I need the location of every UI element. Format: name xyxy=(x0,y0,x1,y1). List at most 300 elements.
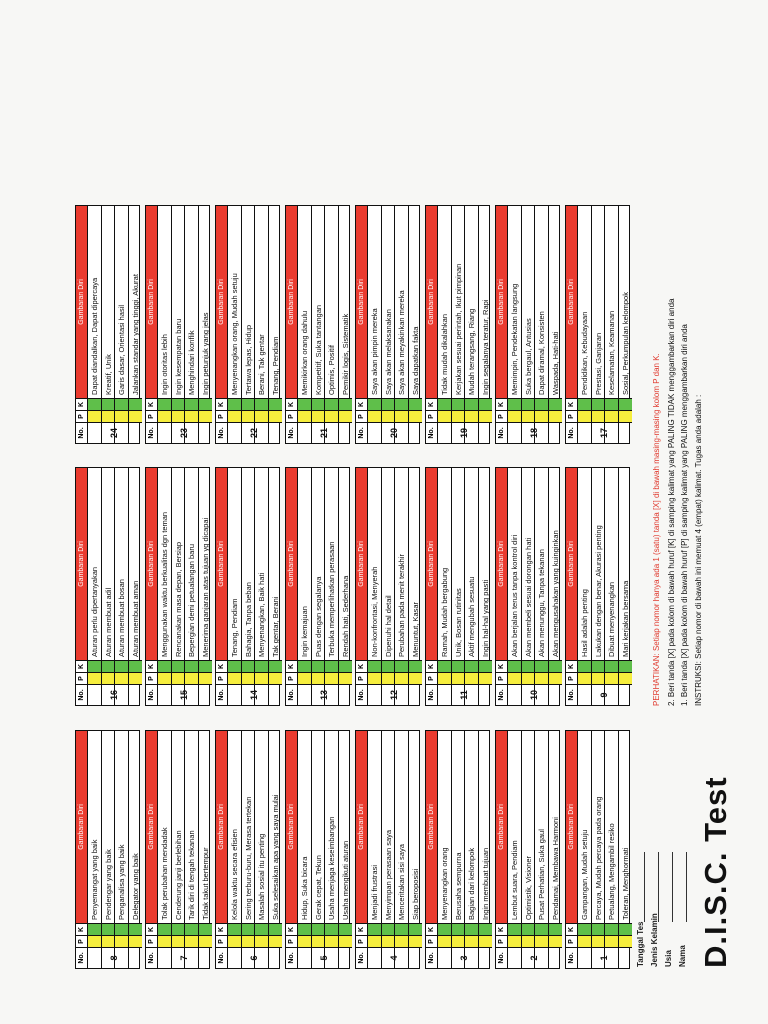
statement-row xyxy=(114,468,129,705)
question-block xyxy=(215,205,280,444)
k-checkbox[interactable] xyxy=(605,660,619,672)
field-line[interactable] xyxy=(686,852,687,922)
p-checkbox[interactable] xyxy=(549,935,563,947)
p-checkbox[interactable] xyxy=(88,410,102,422)
k-checkbox[interactable] xyxy=(409,923,423,935)
p-checkbox[interactable] xyxy=(199,410,213,422)
header-k: K xyxy=(496,660,507,672)
statement-text: Ingin kesempatan baru xyxy=(173,318,183,395)
p-checkbox[interactable] xyxy=(619,672,633,684)
k-checkbox[interactable] xyxy=(592,923,606,935)
p-checkbox[interactable] xyxy=(605,410,619,422)
header-k: K xyxy=(286,660,297,672)
p-checkbox[interactable] xyxy=(102,410,116,422)
p-checkbox[interactable] xyxy=(535,410,549,422)
p-checkbox[interactable] xyxy=(522,935,536,947)
p-checkbox[interactable] xyxy=(549,410,563,422)
p-checkbox[interactable] xyxy=(158,672,172,684)
k-checkbox[interactable] xyxy=(522,398,536,410)
question-number: 21 xyxy=(318,428,329,439)
p-checkbox[interactable] xyxy=(395,410,409,422)
p-checkbox[interactable] xyxy=(522,410,536,422)
k-checkbox[interactable] xyxy=(508,398,522,410)
p-checkbox[interactable] xyxy=(382,672,396,684)
k-checkbox[interactable] xyxy=(522,660,536,672)
k-checkbox[interactable] xyxy=(115,660,129,672)
p-checkbox[interactable] xyxy=(242,410,256,422)
p-checkbox[interactable] xyxy=(102,672,116,684)
statement-text: Aturan membuat adil xyxy=(103,587,113,657)
field-label: Jenis Kelamin xyxy=(650,913,659,967)
k-checkbox[interactable] xyxy=(339,398,353,410)
statement-text: Bepergian demi petualangan baru xyxy=(187,543,196,657)
k-checkbox[interactable] xyxy=(325,660,339,672)
p-checkbox[interactable] xyxy=(185,935,199,947)
statement-row xyxy=(324,731,339,968)
p-checkbox[interactable] xyxy=(339,935,353,947)
header-no: No. xyxy=(496,684,507,705)
k-checkbox[interactable] xyxy=(479,923,493,935)
p-checkbox[interactable] xyxy=(129,935,143,947)
p-checkbox[interactable] xyxy=(549,672,563,684)
statement-text: Ramah, Mudah bergabung xyxy=(440,567,449,657)
p-checkbox[interactable] xyxy=(242,935,256,947)
p-checkbox[interactable] xyxy=(592,672,606,684)
p-checkbox[interactable] xyxy=(325,672,339,684)
k-checkbox[interactable] xyxy=(312,923,326,935)
statement-text: Dibuat menyenangkan xyxy=(607,581,616,657)
k-checkbox[interactable] xyxy=(578,923,592,935)
p-checkbox[interactable] xyxy=(129,672,143,684)
statement-row xyxy=(297,468,312,705)
p-checkbox[interactable] xyxy=(115,410,129,422)
k-checkbox[interactable] xyxy=(619,660,633,672)
k-checkbox[interactable] xyxy=(382,398,396,410)
k-checkbox[interactable] xyxy=(465,398,479,410)
k-checkbox[interactable] xyxy=(619,923,633,935)
p-checkbox[interactable] xyxy=(465,935,479,947)
question-block xyxy=(75,730,140,969)
header-k: K xyxy=(566,660,577,672)
header-desc: Gambaran Diri xyxy=(426,468,437,660)
field-jenis-kelamin xyxy=(650,913,659,967)
field-line[interactable] xyxy=(644,852,645,922)
k-checkbox[interactable] xyxy=(395,398,409,410)
k-checkbox[interactable] xyxy=(395,660,409,672)
k-checkbox[interactable] xyxy=(619,398,633,410)
p-checkbox[interactable] xyxy=(368,672,382,684)
header-k: K xyxy=(356,660,367,672)
p-checkbox[interactable] xyxy=(199,935,213,947)
k-checkbox[interactable] xyxy=(452,660,466,672)
p-checkbox[interactable] xyxy=(479,935,493,947)
k-checkbox[interactable] xyxy=(158,398,172,410)
p-checkbox[interactable] xyxy=(592,410,606,422)
k-checkbox[interactable] xyxy=(242,398,256,410)
header-desc: Gambaran Diri xyxy=(286,731,297,923)
statement-text: Aturan perlu dipertanyakan xyxy=(90,566,99,657)
p-checkbox[interactable] xyxy=(102,935,116,947)
p-checkbox[interactable] xyxy=(522,672,536,684)
p-checkbox[interactable] xyxy=(312,935,326,947)
statement-text: Sering terburu-buru, Merasa tertekan xyxy=(243,796,253,920)
k-checkbox[interactable] xyxy=(605,923,619,935)
p-checkbox[interactable] xyxy=(115,935,129,947)
k-checkbox[interactable] xyxy=(592,660,606,672)
question-number: 20 xyxy=(388,428,399,439)
statement-text: Penyemangat yang baik xyxy=(90,839,99,920)
statement-row xyxy=(324,206,339,443)
p-checkbox[interactable] xyxy=(269,935,283,947)
statement-text: Menghindari konflik xyxy=(187,330,196,395)
statement-text: Menuntut, Kasar xyxy=(410,601,420,657)
p-checkbox[interactable] xyxy=(578,672,592,684)
p-checkbox[interactable] xyxy=(578,935,592,947)
header-desc: Gambaran Diri xyxy=(566,468,577,660)
statement-row xyxy=(87,206,102,443)
header-no: No. xyxy=(146,684,157,705)
instruction-line: 1. Beri tanda [X] pada kolom di bawah huruf [P] di samping kalimat yang PALING menggambarkan diri anda xyxy=(680,324,689,706)
p-checkbox[interactable] xyxy=(88,672,102,684)
k-checkbox[interactable] xyxy=(592,398,606,410)
statement-row xyxy=(437,206,452,443)
p-checkbox[interactable] xyxy=(172,672,186,684)
p-checkbox[interactable] xyxy=(409,410,423,422)
k-checkbox[interactable] xyxy=(158,660,172,672)
k-checkbox[interactable] xyxy=(129,398,143,410)
statement-text: Bahagia, Tanpa beban xyxy=(243,582,253,657)
k-checkbox[interactable] xyxy=(88,923,102,935)
question-block xyxy=(285,467,350,706)
p-checkbox[interactable] xyxy=(269,672,283,684)
question-number: 8 xyxy=(108,955,119,961)
header-no: No. xyxy=(286,422,297,443)
statement-text: Akan mengusahakan yang kuinginkan xyxy=(550,530,560,657)
header-k: K xyxy=(216,923,227,935)
k-checkbox[interactable] xyxy=(312,398,326,410)
statement-text: Lembut suara, Pendiam xyxy=(510,840,519,920)
p-checkbox[interactable] xyxy=(409,672,423,684)
statement-row xyxy=(604,731,619,968)
k-checkbox[interactable] xyxy=(452,398,466,410)
statement-text: Dapat diandalkan, Dapat dipercaya xyxy=(90,277,99,395)
p-checkbox[interactable] xyxy=(199,672,213,684)
k-checkbox[interactable] xyxy=(605,398,619,410)
k-checkbox[interactable] xyxy=(298,923,312,935)
k-checkbox[interactable] xyxy=(228,398,242,410)
p-checkbox[interactable] xyxy=(465,672,479,684)
p-checkbox[interactable] xyxy=(88,935,102,947)
block-header xyxy=(286,206,297,443)
k-checkbox[interactable] xyxy=(438,923,452,935)
statement-row xyxy=(367,731,382,968)
k-checkbox[interactable] xyxy=(508,660,522,672)
k-checkbox[interactable] xyxy=(242,660,256,672)
header-no: No. xyxy=(76,684,87,705)
k-checkbox[interactable] xyxy=(325,398,339,410)
statement-row xyxy=(101,468,116,705)
p-checkbox[interactable] xyxy=(115,672,129,684)
p-checkbox[interactable] xyxy=(438,410,452,422)
header-k: K xyxy=(426,923,437,935)
k-checkbox[interactable] xyxy=(549,660,563,672)
k-checkbox[interactable] xyxy=(172,660,186,672)
question-number: 22 xyxy=(248,428,259,439)
statement-row xyxy=(591,731,606,968)
k-checkbox[interactable] xyxy=(508,923,522,935)
p-checkbox[interactable] xyxy=(255,410,269,422)
k-checkbox[interactable] xyxy=(172,398,186,410)
header-p: P xyxy=(146,672,157,684)
p-checkbox[interactable] xyxy=(255,935,269,947)
p-checkbox[interactable] xyxy=(508,672,522,684)
p-checkbox[interactable] xyxy=(452,672,466,684)
k-checkbox[interactable] xyxy=(255,660,269,672)
k-checkbox[interactable] xyxy=(479,398,493,410)
statement-row xyxy=(478,731,493,968)
p-checkbox[interactable] xyxy=(228,410,242,422)
statement-row xyxy=(171,206,186,443)
k-checkbox[interactable] xyxy=(185,923,199,935)
header-no: No. xyxy=(286,684,297,705)
p-checkbox[interactable] xyxy=(129,410,143,422)
header-p: P xyxy=(356,935,367,947)
p-checkbox[interactable] xyxy=(255,672,269,684)
p-checkbox[interactable] xyxy=(172,935,186,947)
p-checkbox[interactable] xyxy=(605,672,619,684)
k-checkbox[interactable] xyxy=(102,923,116,935)
statement-row xyxy=(128,731,143,968)
question-block xyxy=(565,205,630,444)
header-p: P xyxy=(356,672,367,684)
question-number: 18 xyxy=(528,428,539,439)
block-header xyxy=(426,731,437,968)
k-checkbox[interactable] xyxy=(325,923,339,935)
k-checkbox[interactable] xyxy=(102,398,116,410)
statement-row xyxy=(241,468,256,705)
block-header xyxy=(566,731,577,968)
k-checkbox[interactable] xyxy=(199,660,213,672)
p-checkbox[interactable] xyxy=(452,935,466,947)
k-checkbox[interactable] xyxy=(522,923,536,935)
question-number: 17 xyxy=(598,428,609,439)
k-checkbox[interactable] xyxy=(409,398,423,410)
k-checkbox[interactable] xyxy=(199,398,213,410)
k-checkbox[interactable] xyxy=(535,660,549,672)
header-desc: Gambaran Diri xyxy=(426,206,437,398)
header-desc: Gambaran Diri xyxy=(496,206,507,398)
k-checkbox[interactable] xyxy=(452,923,466,935)
statement-row xyxy=(227,731,242,968)
header-no: No. xyxy=(216,422,227,443)
k-checkbox[interactable] xyxy=(438,660,452,672)
k-checkbox[interactable] xyxy=(129,923,143,935)
statement-text: Ingin petunjuk yang jelas xyxy=(200,312,210,395)
question-number: 6 xyxy=(248,955,259,961)
p-checkbox[interactable] xyxy=(269,410,283,422)
k-checkbox[interactable] xyxy=(549,398,563,410)
p-checkbox[interactable] xyxy=(535,935,549,947)
statement-text: Menyenangkan orang, Mudah setuju xyxy=(230,273,239,395)
p-checkbox[interactable] xyxy=(382,935,396,947)
statement-row xyxy=(451,206,466,443)
block-header xyxy=(496,731,507,968)
k-checkbox[interactable] xyxy=(115,398,129,410)
p-checkbox[interactable] xyxy=(325,935,339,947)
k-checkbox[interactable] xyxy=(255,398,269,410)
p-checkbox[interactable] xyxy=(508,935,522,947)
k-checkbox[interactable] xyxy=(298,398,312,410)
p-checkbox[interactable] xyxy=(508,410,522,422)
header-no: No. xyxy=(496,422,507,443)
k-checkbox[interactable] xyxy=(339,923,353,935)
k-checkbox[interactable] xyxy=(185,398,199,410)
question-number: 19 xyxy=(458,428,469,439)
k-checkbox[interactable] xyxy=(158,923,172,935)
p-checkbox[interactable] xyxy=(395,935,409,947)
p-checkbox[interactable] xyxy=(382,410,396,422)
statement-row xyxy=(618,731,633,968)
p-checkbox[interactable] xyxy=(228,935,242,947)
k-checkbox[interactable] xyxy=(255,923,269,935)
k-checkbox[interactable] xyxy=(185,660,199,672)
header-desc: Gambaran Diri xyxy=(496,731,507,923)
instruction-line: 2. Beri tanda [X] pada kolom di bawah huruf [K] di samping kalimat yang PALING TIDAK menggambarkan diri anda xyxy=(667,298,676,706)
p-checkbox[interactable] xyxy=(368,410,382,422)
field-line[interactable] xyxy=(672,852,673,922)
k-checkbox[interactable] xyxy=(228,660,242,672)
p-checkbox[interactable] xyxy=(298,672,312,684)
k-checkbox[interactable] xyxy=(535,398,549,410)
statement-row xyxy=(548,468,563,705)
p-checkbox[interactable] xyxy=(339,672,353,684)
p-checkbox[interactable] xyxy=(438,672,452,684)
statement-text: Aturan membuat aman xyxy=(130,580,140,657)
k-checkbox[interactable] xyxy=(368,923,382,935)
p-checkbox[interactable] xyxy=(578,410,592,422)
statement-text: Tidak mudah dikalahkan xyxy=(440,313,449,395)
p-checkbox[interactable] xyxy=(395,672,409,684)
p-checkbox[interactable] xyxy=(409,935,423,947)
k-checkbox[interactable] xyxy=(102,660,116,672)
p-checkbox[interactable] xyxy=(298,935,312,947)
block-header xyxy=(566,206,577,443)
statement-row xyxy=(338,206,353,443)
p-checkbox[interactable] xyxy=(185,672,199,684)
k-checkbox[interactable] xyxy=(409,660,423,672)
statement-row xyxy=(171,731,186,968)
p-checkbox[interactable] xyxy=(158,935,172,947)
statement-row xyxy=(184,731,199,968)
statement-row xyxy=(577,468,592,705)
k-checkbox[interactable] xyxy=(312,660,326,672)
k-checkbox[interactable] xyxy=(368,660,382,672)
p-checkbox[interactable] xyxy=(368,935,382,947)
p-checkbox[interactable] xyxy=(452,410,466,422)
k-checkbox[interactable] xyxy=(578,398,592,410)
p-checkbox[interactable] xyxy=(298,410,312,422)
p-checkbox[interactable] xyxy=(605,935,619,947)
statement-text: Akan berjalan terus tanpa kontrol diri xyxy=(510,534,519,657)
header-p: P xyxy=(566,935,577,947)
p-checkbox[interactable] xyxy=(172,410,186,422)
statement-text: Menceritakan sisi saya xyxy=(397,844,406,920)
statement-text: Dipenuhi hal detail xyxy=(383,595,393,657)
k-checkbox[interactable] xyxy=(228,923,242,935)
k-checkbox[interactable] xyxy=(115,923,129,935)
k-checkbox[interactable] xyxy=(129,660,143,672)
header-p: P xyxy=(76,410,87,422)
p-checkbox[interactable] xyxy=(339,410,353,422)
p-checkbox[interactable] xyxy=(312,410,326,422)
k-checkbox[interactable] xyxy=(465,923,479,935)
statement-text: Petualang, Mengambil resiko xyxy=(607,823,616,920)
header-no: No. xyxy=(76,422,87,443)
p-checkbox[interactable] xyxy=(535,672,549,684)
field-label: Tanggal Tes xyxy=(636,921,645,967)
statement-text: Akan membeli sesuai dorongan hati xyxy=(523,537,533,657)
question-number: 12 xyxy=(388,690,399,701)
k-checkbox[interactable] xyxy=(339,660,353,672)
k-checkbox[interactable] xyxy=(438,398,452,410)
question-number: 11 xyxy=(458,690,469,700)
p-checkbox[interactable] xyxy=(228,672,242,684)
statement-text: Tenang, Pendiam xyxy=(270,336,280,395)
statement-row xyxy=(268,206,283,443)
k-checkbox[interactable] xyxy=(88,398,102,410)
statement-text: Ingin kemajuan xyxy=(300,606,309,657)
k-checkbox[interactable] xyxy=(269,660,283,672)
header-k: K xyxy=(426,660,437,672)
p-checkbox[interactable] xyxy=(158,410,172,422)
k-checkbox[interactable] xyxy=(199,923,213,935)
p-checkbox[interactable] xyxy=(312,672,326,684)
p-checkbox[interactable] xyxy=(479,672,493,684)
p-checkbox[interactable] xyxy=(592,935,606,947)
statement-text: Delegator yang baik xyxy=(130,853,140,920)
k-checkbox[interactable] xyxy=(242,923,256,935)
p-checkbox[interactable] xyxy=(619,410,633,422)
k-checkbox[interactable] xyxy=(578,660,592,672)
k-checkbox[interactable] xyxy=(465,660,479,672)
k-checkbox[interactable] xyxy=(298,660,312,672)
k-checkbox[interactable] xyxy=(479,660,493,672)
p-checkbox[interactable] xyxy=(438,935,452,947)
k-checkbox[interactable] xyxy=(269,398,283,410)
statement-text: Gerak cepat, Tekun xyxy=(313,855,323,920)
field-tanggal-tes xyxy=(636,922,645,968)
k-checkbox[interactable] xyxy=(172,923,186,935)
p-checkbox[interactable] xyxy=(619,935,633,947)
k-checkbox[interactable] xyxy=(368,398,382,410)
statement-row xyxy=(591,468,606,705)
p-checkbox[interactable] xyxy=(185,410,199,422)
k-checkbox[interactable] xyxy=(549,923,563,935)
header-p: P xyxy=(496,410,507,422)
k-checkbox[interactable] xyxy=(395,923,409,935)
p-checkbox[interactable] xyxy=(325,410,339,422)
field-line[interactable] xyxy=(658,852,659,922)
statement-row xyxy=(87,468,102,705)
k-checkbox[interactable] xyxy=(88,660,102,672)
k-checkbox[interactable] xyxy=(535,923,549,935)
p-checkbox[interactable] xyxy=(465,410,479,422)
k-checkbox[interactable] xyxy=(382,923,396,935)
k-checkbox[interactable] xyxy=(382,660,396,672)
p-checkbox[interactable] xyxy=(479,410,493,422)
p-checkbox[interactable] xyxy=(242,672,256,684)
k-checkbox[interactable] xyxy=(269,923,283,935)
